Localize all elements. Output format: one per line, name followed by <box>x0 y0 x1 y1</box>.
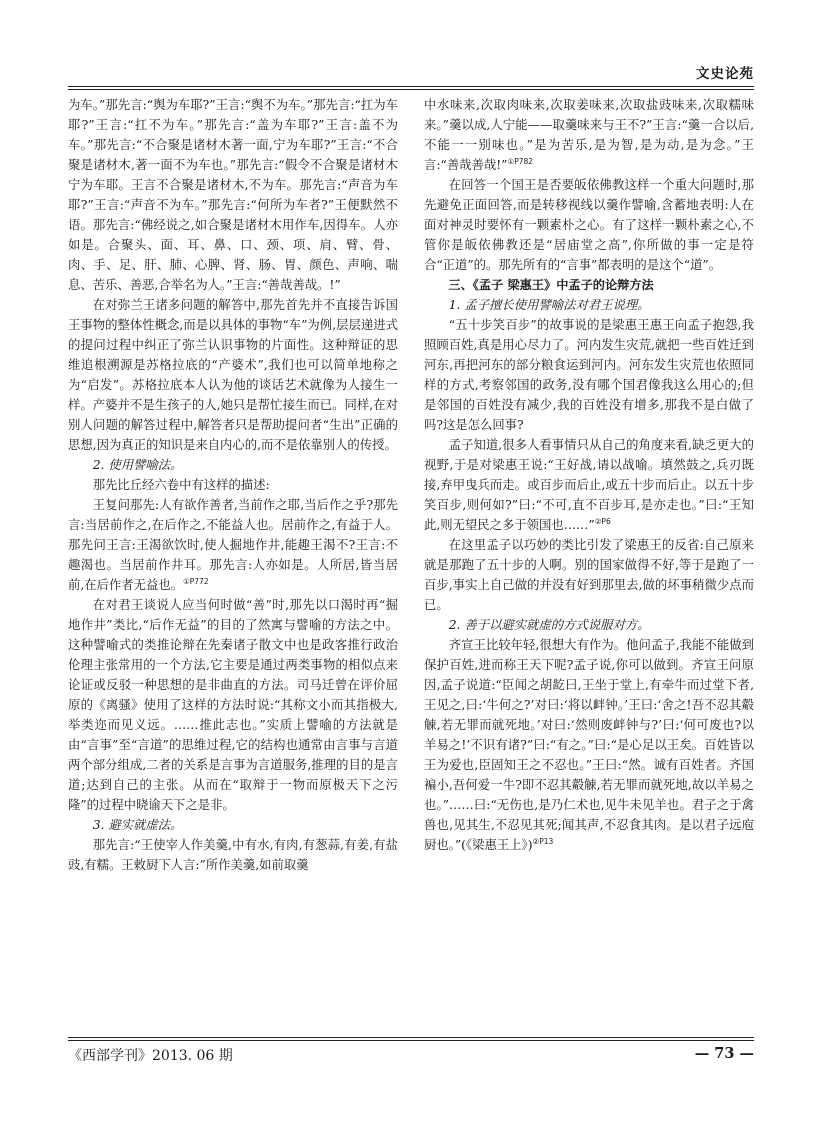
subsection-heading <box>424 295 754 315</box>
page-number: — 73 — <box>694 1045 754 1062</box>
paragraph-text: “五十步笑百步”的故事说的是梁惠王惠王向孟子抱怨,我照顾百姓,真是用心尽力了。河内发生灾荒,就把一些百姓迁到河东,再把河东的部分粮食运到河内。河东发生灾荒也依照同样的方式,考察邻国的政务,没有哪个国君像我这么用心的;但是邻国的百姓没有减少,我的百姓没有增多,那我不是白做了吗?这是怎么回事? <box>424 318 754 432</box>
footer-rule-thick <box>68 1040 754 1041</box>
paragraph <box>424 95 754 175</box>
subsection-heading <box>424 615 754 635</box>
quoted-passage <box>68 495 398 595</box>
running-header <box>68 62 754 84</box>
header-rule-thick <box>68 86 754 87</box>
paragraph-text: 王复问那先:人有欲作善者,当前作之耶,当后作之乎?那先言:当居前作之,在后作之,不能益人也。居前作之,有益于人。那先问王言:王渴欲饮时,使人掘地作井,能趣王渴不?王言:不趣渴也。当居前作井耳。那先言:人亦如是。人所居,皆当居前,在后作者无益也。 <box>68 498 398 592</box>
paragraph <box>424 435 754 535</box>
paragraph-text: 那先言:“王使宰人作美羹,中有水,有肉,有葱蒜,有姜,有盐豉,有糯。王敕厨下人言:”所作美羹,如前取羹 <box>68 838 398 872</box>
paragraph <box>424 315 754 435</box>
paragraph <box>68 595 398 815</box>
paragraph-text: 2. 使用譬喻法。 <box>92 458 183 472</box>
journal-citation: 《西部学刊》2013. 06 期 <box>68 1048 233 1064</box>
paragraph <box>68 475 398 495</box>
paragraph <box>424 635 754 855</box>
paragraph-text: 孟子知道,很多人看事情只从自己的角度来看,缺乏更大的视野,于是对梁惠王说:“王好战,请以战喻。填然鼓之,兵刃既接,弃甲曳兵而走。或百步而后止,或五十步而后止。以五十步笑百步,则何如?”曰:“不可,直不百步耳,是亦走也。”曰:“王知此,则无望民之多于领国也……” <box>424 438 754 532</box>
paragraph-text: 在对弥兰王诸多问题的解答中,那先首先并不直接告诉国王事物的整体性概念,而是以具体的事物“车”为例,层层递进式的提问过程中纠正了弥兰认识事物的片面性。这种辩证的思维追根溯源是苏格拉底的“产婆术”,我们也可以简单地称之为“启发”。苏格拉底本人认为他的谈话艺术就像为人接生一样。产婆并不是生孩子的人,她只是帮忙接生而已。同样,在对别人问题的解答过程中,解答者只是帮助提问者“生出”正确的思想,因为真正的知识是来自内心的,而不是依靠别人的传授。 <box>68 298 398 452</box>
left-column <box>68 95 398 875</box>
paragraph-text: 齐宣王比较年轻,很想大有作为。他问孟子,我能不能做到保护百姓,进而称王天下呢?孟子说,你可以做到。齐宣王问原因,孟子说道:“臣闻之胡龁曰,王坐于堂上,有牵牛而过堂下者,王见之,曰:‘牛何之?’对曰:‘将以衅钟。’王曰:‘舍之!吾不忍其觳觫,若无罪而就死地。’对曰:‘然则废衅钟与?’曰:‘何可废也?以羊易之!’不识有诸?”曰:“有之。”曰:“是心足以王矣。百姓皆以王为爱也,臣固知王之不忍也。”王曰:“然。诚有百姓者。齐国褊小,吾何爱一牛?即不忍其觳觫,若无罪而就死地,故以羊易之也。”……曰:“无伤也,是乃仁术也,见牛未见羊也。君子之于禽兽也,见其生,不忍见其死;闻其声,不忍食其肉。是以君子远庖厨也。”(《梁惠王上》) <box>424 638 754 852</box>
paragraph <box>68 95 398 295</box>
right-column <box>424 95 754 855</box>
footnote-ref: ①P782 <box>507 156 534 166</box>
paragraph-text: 中水味来,次取肉味来,次取姜味来,次取盐豉味来,次取糯味来。”羹以成,人宁能——取羹味来与王不?”王言:“羹一合以后,不能一一别味也。”是为苦乐,是为智,是为动,是为念。”王言:“善哉善哉!” <box>424 98 754 172</box>
paragraph-text: 3. 避实就虚法。 <box>92 818 183 832</box>
subsection-heading <box>68 815 398 835</box>
paragraph-text: 1. 孟子擅长使用譬喻法对君王说理。 <box>448 298 650 312</box>
paragraph <box>424 175 754 275</box>
paragraph <box>68 295 398 455</box>
paragraph-text: 在对君王谈说人应当何时做“善”时,那先以口渴时再“掘地作井”类比,“后作无益”的目的了然寓与譬喻的方法之中。这种譬喻式的类推论辩在先秦诸子散文中也是政客推行政治伦理主张常用的一个方法,它主要是通过两类事物的相似点来论证或反驳一种思想的是非曲直的方法。司马迁曾在评价屈原的《离骚》使用了这样的方法时说:“其称文小而其指极大,举类迩而见义远。……推此志也。”实质上譬喻的方法就是由“言事”至“言道”的思维过程,它的结构也通常由言事与言道两个部分组成,二者的关系是言事为言道服务,推理的目的是言道;达到自己的主张。从而在“取辩于一物而原极天下之污隆”的过程中晓谕天下之是非。 <box>68 598 398 812</box>
footnote-ref: ①P772 <box>183 576 209 586</box>
paragraph <box>424 535 754 615</box>
paragraph-text: 为车。”那先言:“舆为车耶?”王言:“舆不为车。”那先言:“扛为车耶?”王言:“扛不为车。”那先言:“盖为车耶?”王言:盖不为车。”那先言:“不合聚是诸材木著一面,宁为车耶?”王言:“不合聚是诸材木,著一面不为车也。”那先言:“假令不合聚是诸材木宁为车耶。王言不合聚是诸材木,不为车。那先言:“声音为车耶?”王言:“声音不为车。”那先言:“何所为车者?”王便默然不语。那先言:“佛经说之,如合聚是诸材木用作车,因得车。人亦如是。合聚头、面、耳、鼻、口、颈、项、肩、臂、骨、肉、手、足、肝、肺、心脾、肾、肠、胃、颜色、声响、喘息、苦乐、善恶,合举名为人。”王言:“善哉善哉。!” <box>68 98 398 292</box>
subsection-heading <box>68 455 398 475</box>
paragraph-text: 那先比丘经六卷中有这样的描述: <box>92 478 270 492</box>
section-title: 文史论苑 <box>696 66 754 82</box>
section-heading <box>424 275 754 295</box>
paragraph <box>68 835 398 875</box>
paragraph-text: 在这里孟子以巧妙的类比引发了梁惠王的反省:自己原来就是那跑了五十步的人啊。别的国家做得不好,等于是跑了一百步,事实上自己做的并没有好到那里去,做的坏事稍微少点而已。 <box>424 538 754 612</box>
paragraph-text: 三、《孟子 梁惠王》中孟子的论辩方法 <box>448 278 654 292</box>
header-rule-thin <box>68 89 754 90</box>
footnote-ref: ②P13 <box>532 836 554 846</box>
footer-rule-thin <box>68 1037 754 1038</box>
footnote-ref: ②P6 <box>594 516 611 526</box>
paragraph-text: 在回答一个国王是否要皈依佛教这样一个重大问题时,那先避免正面回答,而是转移视线以羹作譬喻,含蓄地表明:人在面对神灵时要怀有一颗素朴之心。有了这样一颗朴素之心,不管你是皈依佛教还是“居庙堂之高”,你所做的事一定是符合“正道”的。那先所有的“言事”都表明的是这个“道”。 <box>424 178 754 272</box>
paragraph-text: 2. 善于以避实就虚的方式说服对方。 <box>448 618 650 632</box>
